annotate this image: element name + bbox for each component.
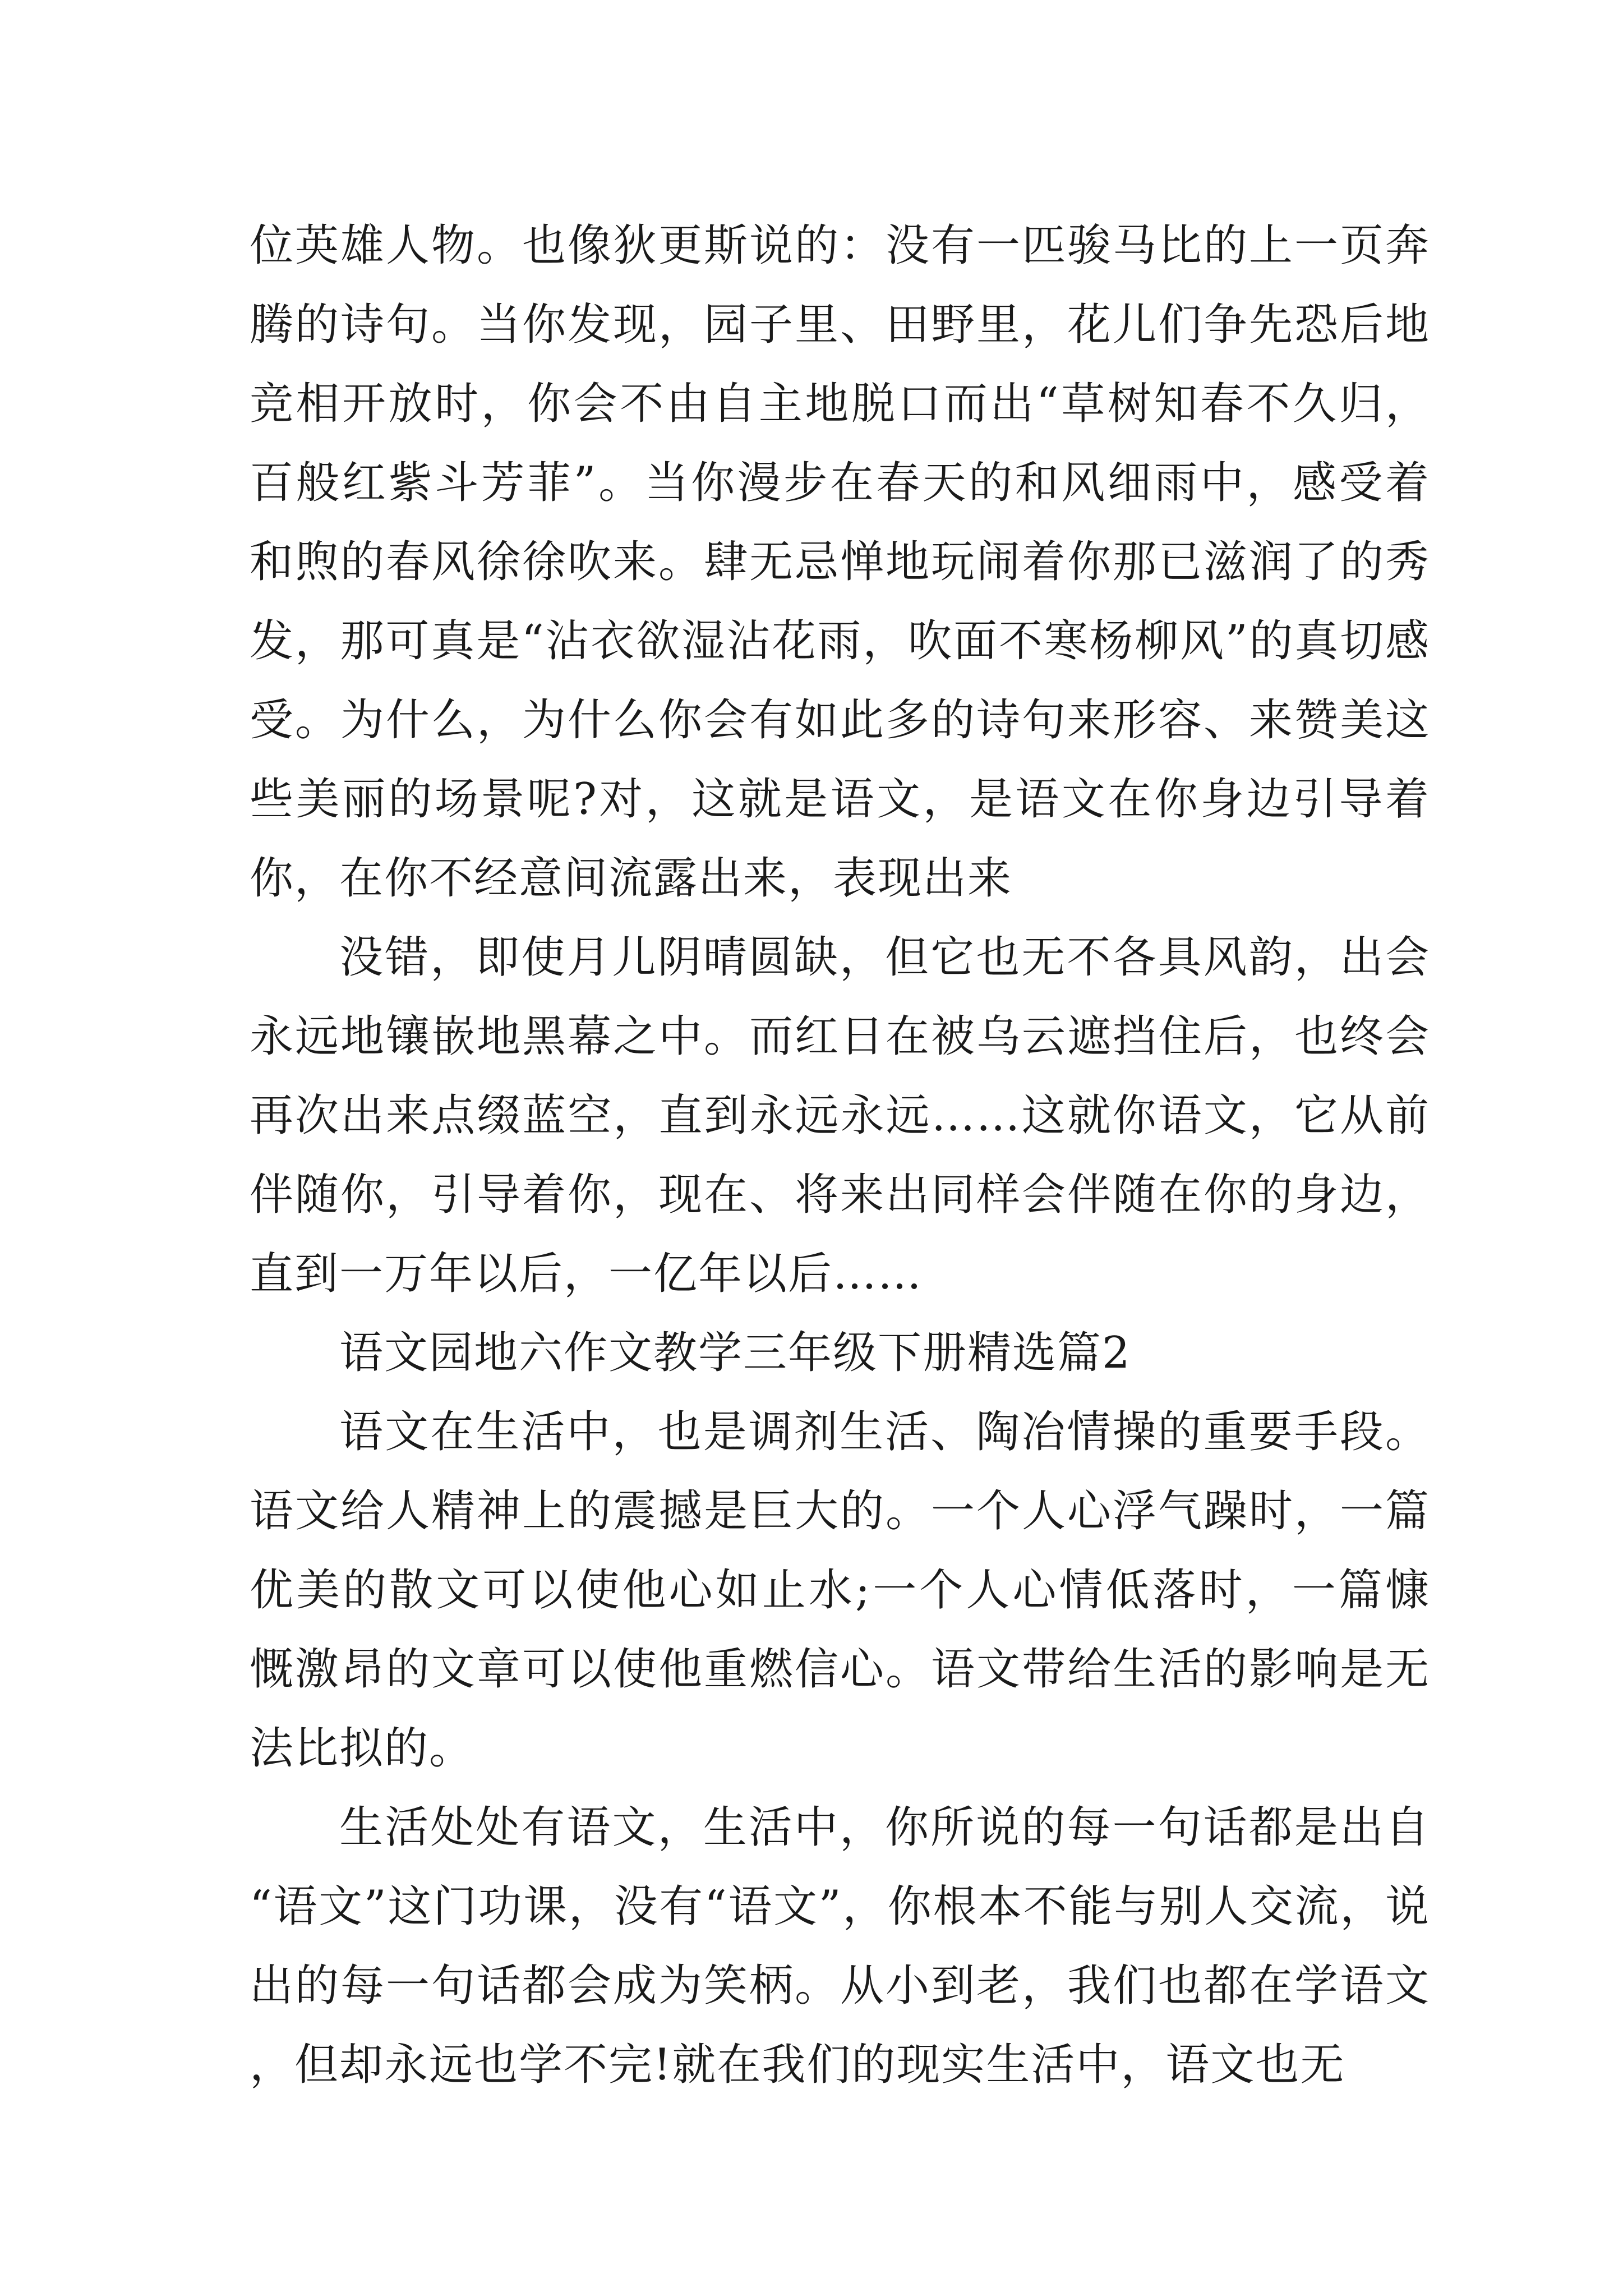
paragraph-1: 位英雄人物。也像狄更斯说的：没有一匹骏马比的上一页奔腾的诗句。当你发现，园子里、田野里，花儿们争先恐后地竞相开放时，你会不由自主地脱口而出“草树知春不久归，百般红紫斗芳菲”。当你漫步在春天的和风细雨中，感受着和煦的春风徐徐吹来。肆无忌惮地玩闹着你那已滋润了的秀发，那可真是“沾衣欲湿沾花雨，吹面不寒杨柳风”的真切感受。为什么，为什么你会有如此多的诗句来形容、来赞美这些美丽的场景呢?对，这就是语文，是语文在你身边引导着你，在你不经意间流露出来，表现出来 <box>250 220 1430 904</box>
paragraph-2: 没错，即使月儿阴晴圆缺，但它也无不各具风韵，出会永远地镶嵌地黑幕之中。而红日在被乌云遮挡住后，也终会再次出来点缀蓝空，直到永远永远……这就你语文，它从前伴随你，引导着你，现在、将来出同样会伴随在你的身边，直到一万年以后，一亿年以后…… <box>250 932 1430 1299</box>
section-heading: 语文园地六作文教学三年级下册精选篇2 <box>339 1328 1131 1378</box>
paragraph-4: 生活处处有语文，生活中，你所说的每一句话都是出自“语文”这门功课，没有“语文”，你根本不能与别人交流，说出的每一句话都会成为笑柄。从小到老，我们也都在学语文，但却永远也学不完!就在我们的现实生活中，语文也无 <box>250 1802 1430 2090</box>
document-body <box>250 206 1430 2105</box>
paragraph-3: 语文在生活中，也是调剂生活、陶冶情操的重要手段。语文给人精神上的震撼是巨大的。一个人心浮气躁时，一篇优美的散文可以使他心如止水;一个人心情低落时，一篇慷慨激昂的文章可以使他重燃信心。语文带给生活的影响是无法比拟的。 <box>250 1407 1430 1774</box>
